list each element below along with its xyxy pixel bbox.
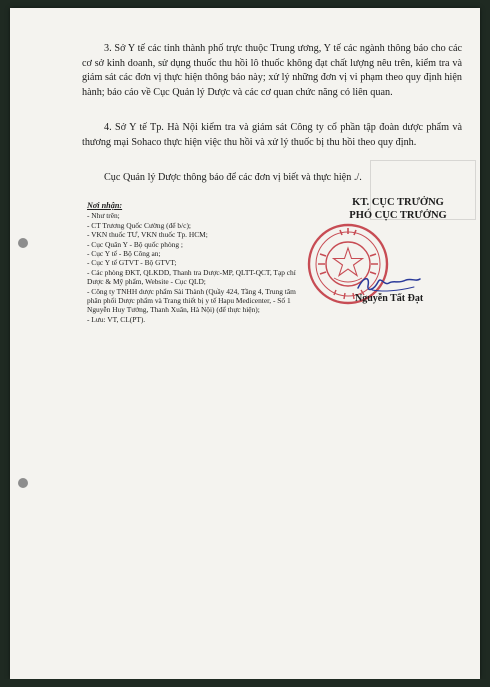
paragraph-3-text: 3. Sở Y tế các tỉnh thành phố trực thuộc Trung ương, Y tế các ngành thông báo cho các cơ sở kinh doanh, sử dụng thuốc thu hồi lô thuốc không đạt chất lượng nêu trên, kiểm tra và giám sát các đơn vị thực hiện thông báo này; xử lý những đơn vị vi phạm theo quy định hiện hành; báo cáo về Cục Quản lý Dược và các cơ quan chức năng có liên quan. [82, 43, 462, 98]
punch-hole [18, 238, 28, 248]
recipient-item: - CT Trương Quốc Cường (để b/c); [87, 220, 191, 230]
recipient-item: - Công ty TNHH dược phẩm Sài Thành (Quầy 424, Tầng 4, Trung tâm phân phối Dược phẩm và Trang thiết bị y tế Hapu Medicenter, - Số 1 Nguyễn Huy Tưởng, Thanh Xuân, Hà Nội) (để thực hiện); [87, 286, 296, 315]
recipient-item: - VKN thuốc TƯ, VKN thuốc Tp. HCM; [87, 230, 208, 240]
recipients-heading: Nơi nhận: [87, 201, 123, 210]
signature-title-line1: KT. CỤC TRƯỞNG [352, 197, 444, 208]
document-page [10, 8, 480, 679]
paragraph-closing-text: Cục Quản lý Dược thông báo để các đơn vị biết và thực hiện ./. [104, 172, 362, 183]
signature-title-line2: PHÓ CỤC TRƯỞNG [349, 210, 447, 221]
signature-title [338, 196, 458, 222]
paragraph-4-text: 4. Sở Y tế Tp. Hà Nội kiểm tra và giám sát Công ty cổ phần tập đoàn dược phẩm và thương mại Sohaco thực hiện việc thu hồi và xử lý thuốc bị thu hồi theo quy định. [82, 122, 462, 148]
recipients-list [87, 201, 312, 324]
recipient-item: - Cục Y tế - Bộ Công an; [87, 249, 161, 259]
recipient-item: - Cục Quân Y - Bộ quốc phòng ; [87, 239, 183, 249]
recipient-item: - Cục Y tế GTVT - Bộ GTVT; [87, 258, 177, 268]
paragraph-3 [82, 42, 462, 100]
paragraph-4 [82, 121, 462, 150]
screen-bottom-edge [0, 679, 490, 687]
punch-hole [18, 478, 28, 488]
recipient-item: - Như trên; [87, 211, 120, 221]
recipient-item: - Các phòng ĐKT, QLKDD, Thanh tra Dược-MP, QLTT-QCT, Tạp chí Dược & Mỹ phẩm, Website - Cục QLD; [87, 267, 296, 287]
signer-name: Nguyễn Tất Đạt [355, 293, 424, 304]
recipient-item: - Lưu: VT, CL(PT). [87, 314, 146, 324]
recipients-items [87, 211, 312, 324]
